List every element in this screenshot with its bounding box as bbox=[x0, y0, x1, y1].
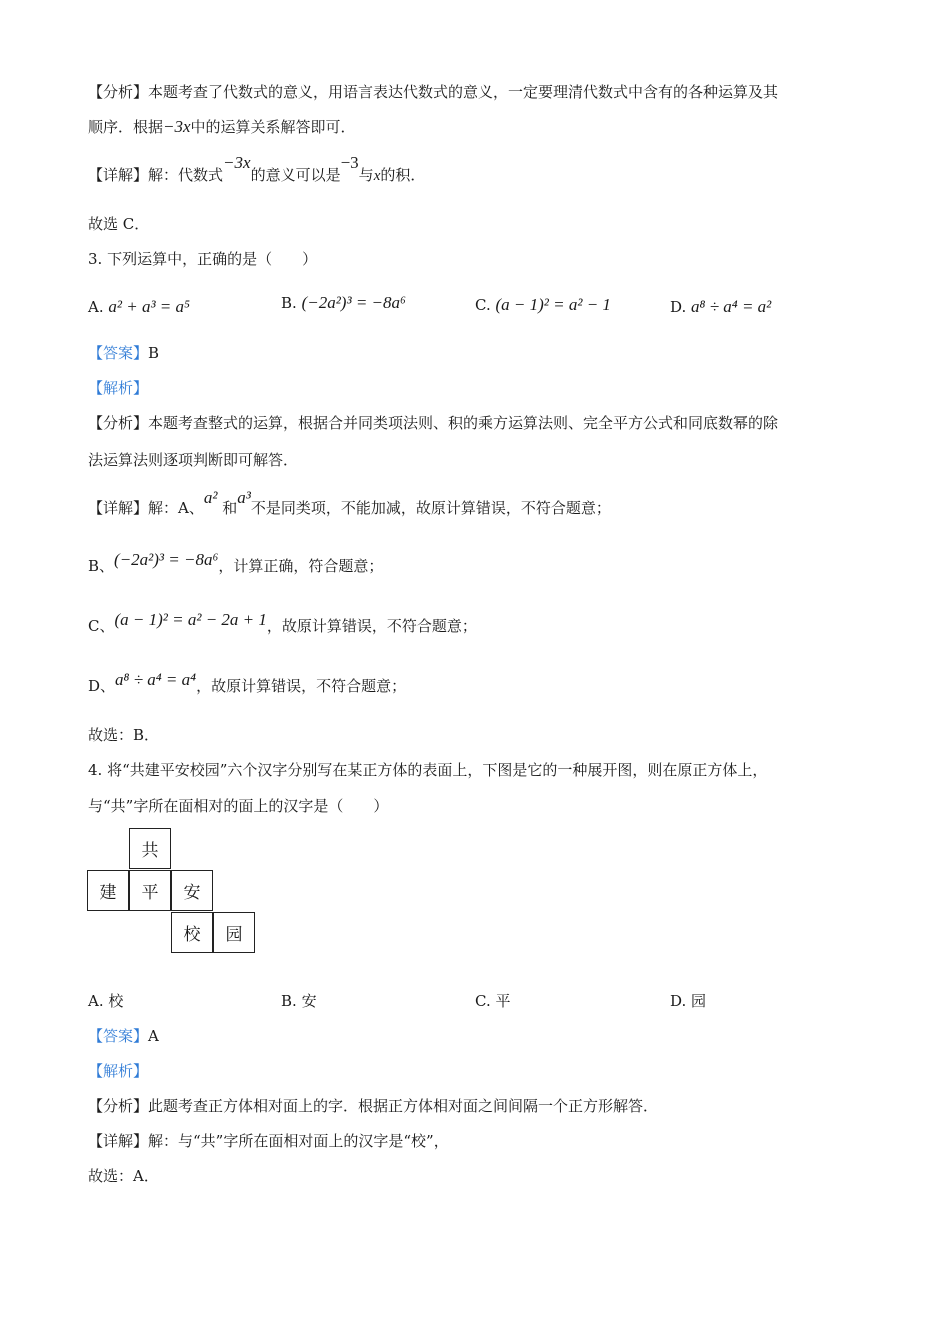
net-cell-bottom1: 校 bbox=[171, 912, 213, 953]
cube-net-figure bbox=[87, 828, 257, 953]
q3-option-b: B. (−2a²)³ = −8a⁶ bbox=[281, 293, 406, 312]
math-neg3x: −3x bbox=[223, 153, 251, 172]
q3-choose: 故选：B． bbox=[88, 726, 160, 744]
net-cell-left: 建 bbox=[87, 870, 129, 911]
q3-detail-c: C、(a − 1)² = a² − 2a + 1，故原计算错误，不符合题意； bbox=[88, 610, 477, 635]
q4-detail: 【详解】解：与“共”字所在面相对面上的汉字是“校”， bbox=[88, 1132, 449, 1150]
q4-answer: 【答案】A bbox=[88, 1027, 159, 1045]
q3-option-c: C. (a − 1)² = a² − 1 bbox=[475, 295, 611, 314]
math-neg3x: −3x bbox=[163, 117, 191, 136]
analysis-tag: 【分析】 bbox=[88, 83, 149, 101]
q3-option-b-expr: (−2a²)³ = −8a⁶ bbox=[301, 293, 406, 312]
q4-analysis: 【分析】此题考查正方体相对面上的字．根据正方体相对面之间间隔一个正方形解答． bbox=[88, 1097, 659, 1115]
q4-stem-line2: 与“共”字所在面相对的面上的汉字是（ ） bbox=[88, 797, 389, 815]
q4-explain-tag: 【解析】 bbox=[88, 1062, 149, 1080]
q2-analysis-line1: 【分析】本题考查了代数式的意义，用语言表达代数式的意义，一定要理清代数式中含有的各种运算及其 bbox=[88, 83, 779, 101]
detail-tag: 【详解】 bbox=[88, 166, 149, 184]
net-cell-mid: 平 bbox=[129, 870, 171, 911]
net-cell-top: 共 bbox=[129, 828, 171, 869]
q3-stem: 3. 下列运算中，正确的是（ ） bbox=[88, 250, 318, 268]
q4-stem-line1: 4. 将“共建平安校园”六个汉字分别写在某正方体的表面上，下图是它的一种展开图，则在原正方体上， bbox=[88, 761, 768, 779]
q4-option-c: C. 平 bbox=[475, 992, 511, 1010]
q3-answer: 【答案】B bbox=[88, 344, 160, 362]
q4-option-d: D. 园 bbox=[670, 992, 707, 1010]
q2-choose: 故选 C． bbox=[88, 215, 150, 233]
q3-detail-b: B、(−2a²)³ = −8a⁶，计算正确，符合题意； bbox=[88, 550, 384, 575]
q3-explain-tag: 【解析】 bbox=[88, 379, 149, 397]
q3-detail-d: D、a⁸ ÷ a⁴ = a⁴，故原计算错误，不符合题意； bbox=[88, 670, 407, 695]
q4-option-a: A. 校 bbox=[88, 992, 124, 1010]
q3-analysis-line2: 法运算法则逐项判断即可解答． bbox=[88, 451, 299, 469]
q3-option-c-expr: (a − 1)² = a² − 1 bbox=[495, 295, 611, 314]
q3-detail-a: 【详解】解：A、a² 和a³不是同类项，不能加减，故原计算错误，不符合题意； bbox=[88, 488, 611, 517]
q4-option-b: B. 安 bbox=[281, 992, 317, 1010]
math-neg3: −3 bbox=[340, 153, 359, 172]
q4-choose: 故选：A． bbox=[88, 1167, 159, 1185]
q3-option-a-expr: a² + a³ = a⁵ bbox=[108, 297, 190, 316]
q3-option-a: A. a² + a³ = a⁵ bbox=[88, 297, 190, 316]
q3-option-d-expr: a⁸ ÷ a⁴ = a² bbox=[691, 297, 772, 316]
net-cell-bottom2: 园 bbox=[213, 912, 255, 953]
q2-analysis-line2: 顺序．根据−3x中的运算关系解答即可． bbox=[88, 117, 356, 136]
net-cell-right: 安 bbox=[171, 870, 213, 911]
answer-tag: 【答案】 bbox=[88, 1027, 149, 1045]
math-x: x bbox=[373, 168, 381, 184]
q3-option-d: D. a⁸ ÷ a⁴ = a² bbox=[670, 297, 772, 316]
q2-detail-line: 【详解】解：代数式−3x的意义可以是−3与x的积． bbox=[88, 153, 426, 184]
q3-analysis-line1: 【分析】本题考查整式的运算，根据合并同类项法则、积的乘方运算法则、完全平方公式和同底数幂的除 bbox=[88, 414, 779, 432]
answer-tag: 【答案】 bbox=[88, 344, 149, 362]
